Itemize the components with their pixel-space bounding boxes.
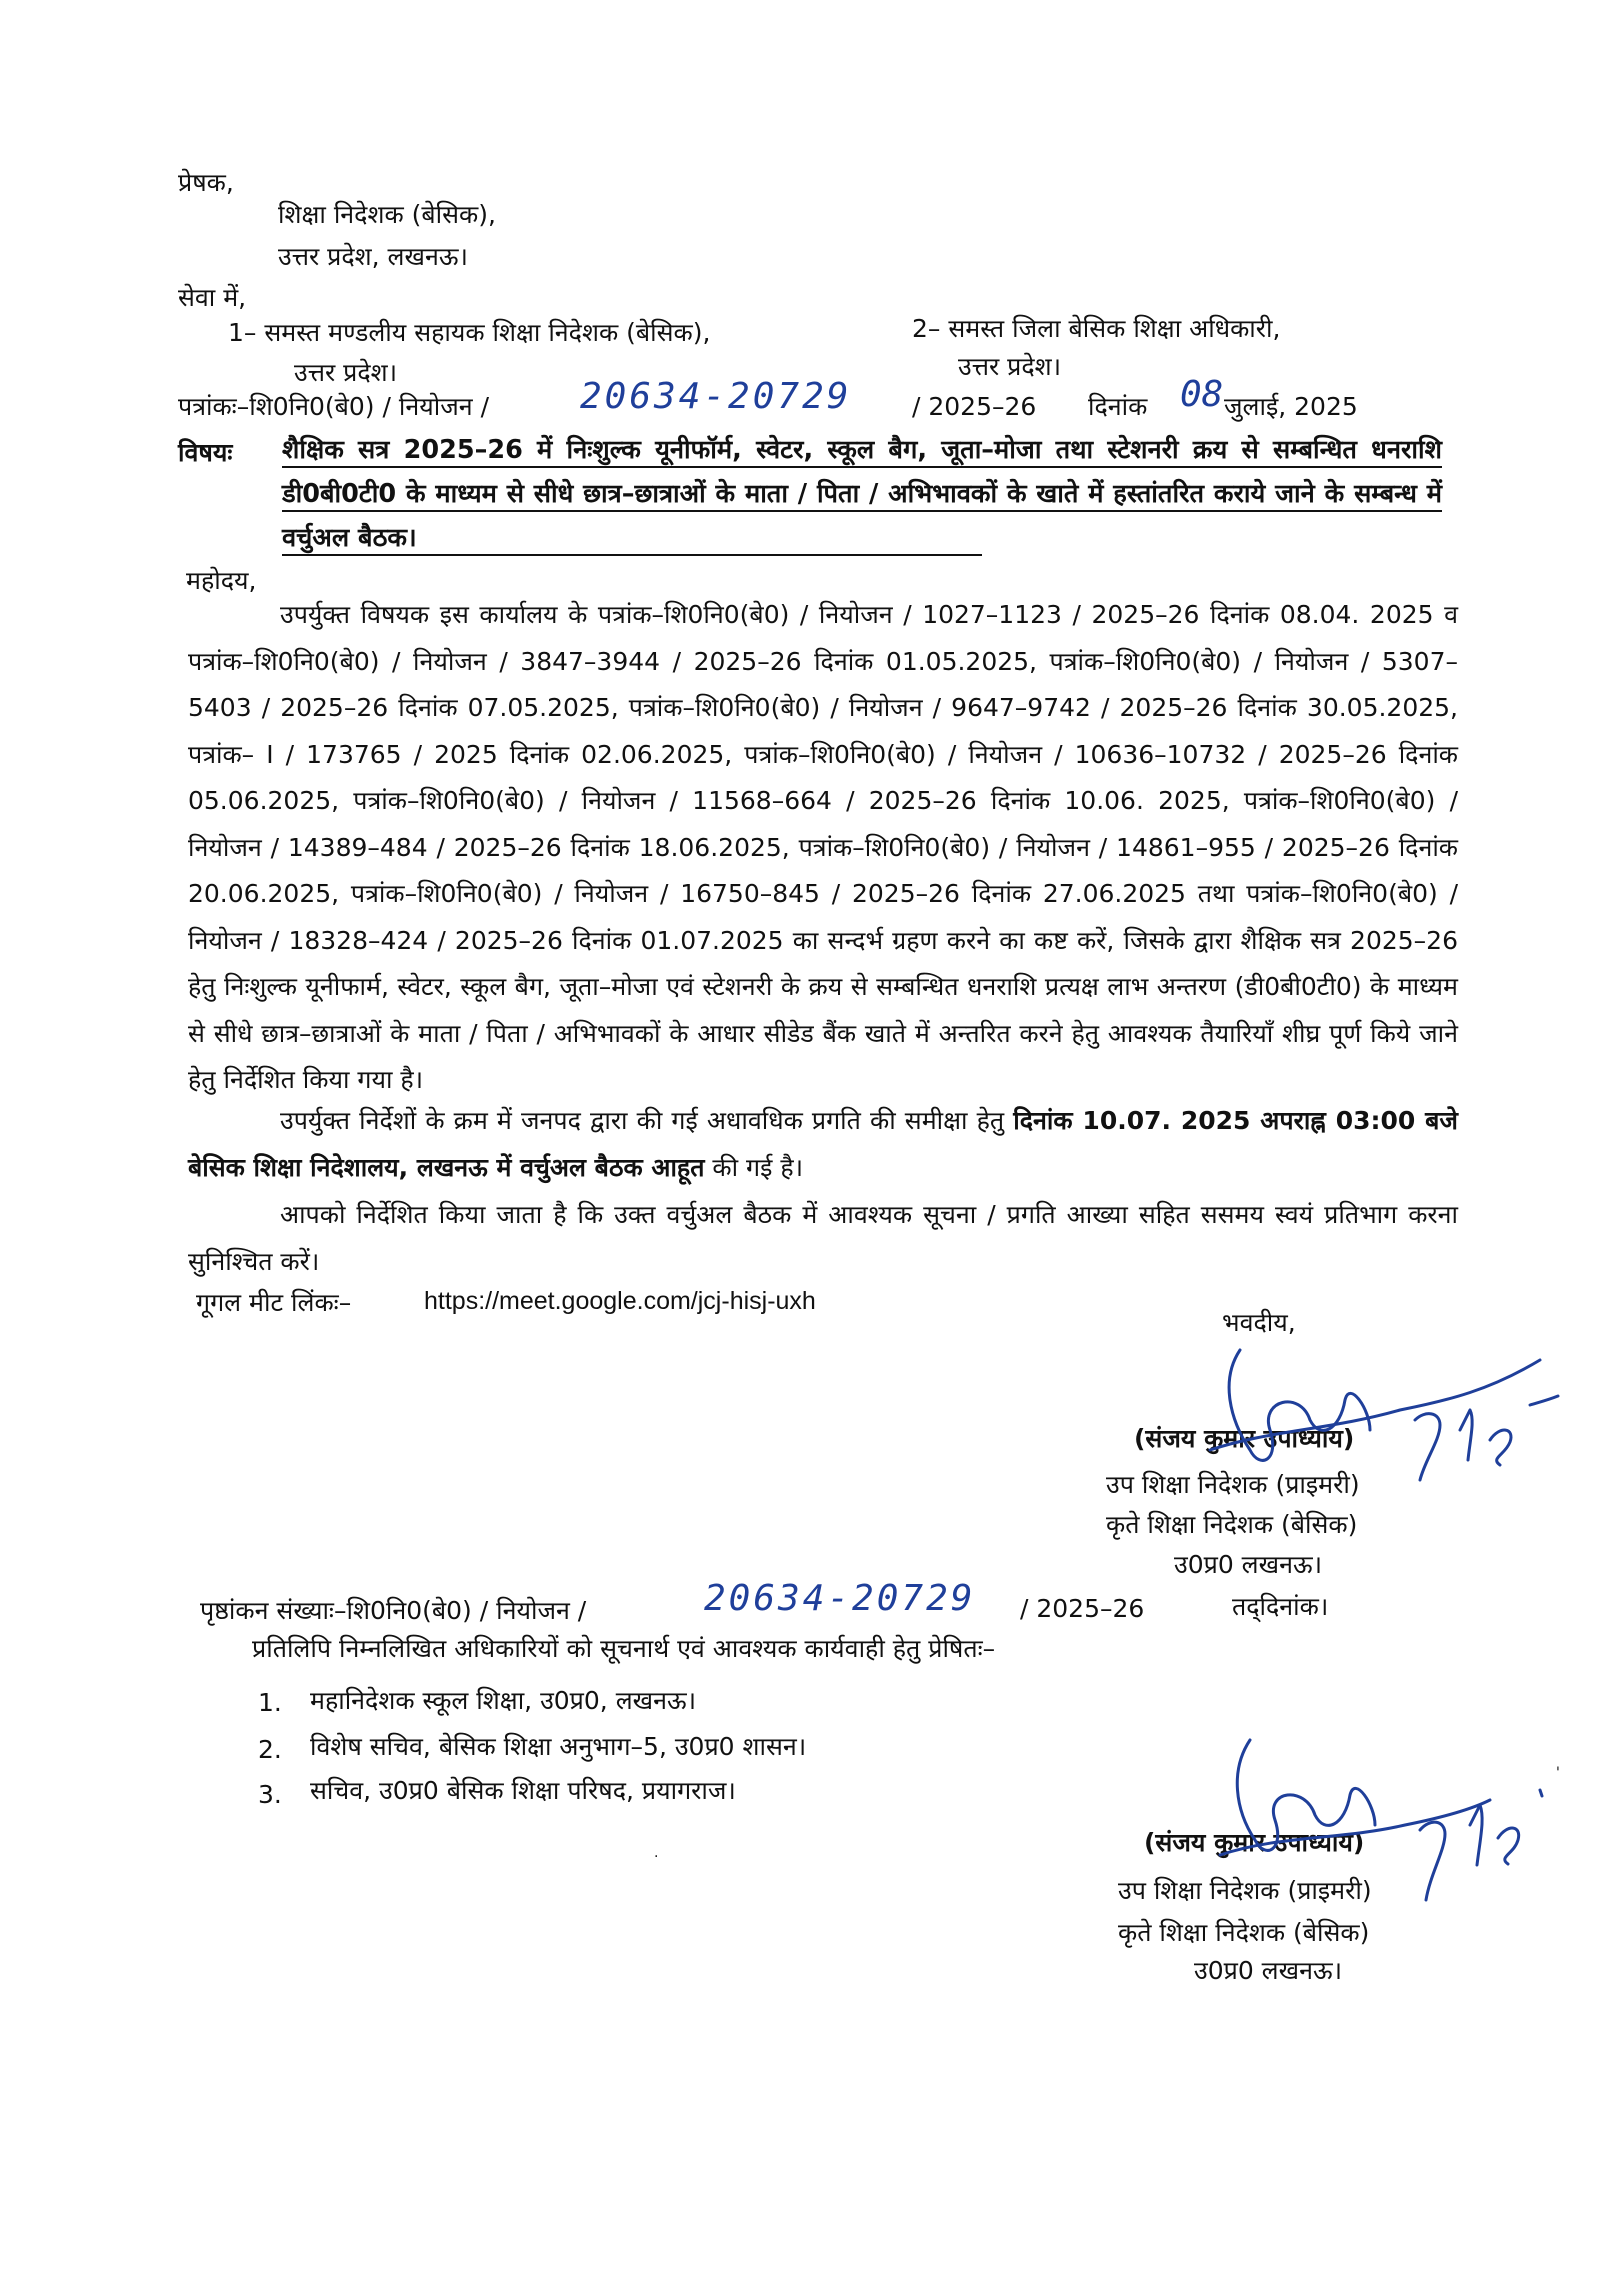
subject-underline-1 — [282, 466, 1442, 468]
signatory-name: (संजय कुमार उपाध्याय) — [1134, 1424, 1355, 1453]
to-label: सेवा में, — [178, 283, 247, 312]
signatory-2-name: (संजय कुमार उपाध्याय) — [1144, 1828, 1365, 1857]
meet-link[interactable]: https://meet.google.com/jcj-hisj-uxh — [424, 1287, 816, 1315]
signatory-2-designation: उप शिक्षा निदेशक (प्राइमरी) — [1118, 1876, 1372, 1905]
salutation: महोदय, — [186, 566, 257, 595]
signatory-2-for-line: कृते शिक्षा निदेशक (बेसिक) — [1118, 1918, 1370, 1947]
subject-underline-2 — [282, 510, 1442, 512]
closing: भवदीय, — [1222, 1308, 1296, 1337]
sender-name: शिक्षा निदेशक (बेसिक), — [278, 200, 496, 229]
reference-date-rest: जुलाई, 2025 — [1224, 392, 1358, 421]
endorsement-intro: प्रतिलिपि निम्नलिखित अधिकारियों को सूचनार्थ एवं आवश्यक कार्यवाही हेतु प्रेषितः– — [252, 1634, 996, 1663]
endorsement-item-1-text: महानिदेशक स्कूल शिक्षा, उ0प्र0, लखनऊ। — [310, 1686, 697, 1715]
subject-label: विषयः — [178, 438, 233, 467]
endorsement-item-3-num: 3. — [258, 1780, 282, 1809]
paragraph-2-start: उपर्युक्त निर्देशों के क्रम में जनपद द्वारा की गई अधावधिक प्रगति की समीक्षा हेतु — [280, 1106, 1005, 1135]
endorsement-item-3-text: सचिव, उ0प्र0 बेसिक शिक्षा परिषद, प्रयागराज। — [310, 1776, 736, 1805]
signature-1-image — [1170, 1330, 1590, 1500]
signatory-for-line: कृते शिक्षा निदेशक (बेसिक) — [1106, 1510, 1358, 1539]
subject-underline-3 — [282, 554, 982, 556]
recipient-1: 1– समस्त मण्डलीय सहायक शिक्षा निदेशक (बेसिक), — [228, 318, 711, 347]
recipient-2: 2– समस्त जिला बेसिक शिक्षा अधिकारी, — [912, 314, 1281, 343]
paragraph-3: आपको निर्देशित किया जाता है कि उक्त वर्चुअल बैठक में आवश्यक सूचना / प्रगति आख्या सहित ससमय स्वयं प्रतिभाग करना सुनिश्चित करें। — [188, 1200, 1458, 1276]
paragraph-2 — [188, 1098, 1458, 1191]
endorsement-item-1-num: 1. — [258, 1688, 282, 1717]
paragraph-1: उपर्युक्त विषयक इस कार्यालय के पत्रांक–शि0नि0(बे0) / नियोजन / 1027–1123 / 2025–26 दिनांक 08.04. 2025 व पत्रांक–शि0नि0(बे0) / नियोजन / 3847–3944 / 2025–26 दिनांक 01.05.2025, पत्रांक–शि0नि0(बे0) / नियोजन / 5307–5403 / 2025–26 दिनांक 07.05.2025, पत्रांक–शि0नि0(बे0) / नियोजन / 9647–9742 / 2025–26 दिनांक 30.05.2025, पत्रांक– I / 173765 / 2025 दिनांक 02.06.2025, पत्रांक–शि0नि0(बे0) / नियोजन / 10636–10732 / 2025–26 दिनांक 05.06.2025, पत्रांक–शि0नि0(बे0) / नियोजन / 11568–664 / 2025–26 दिनांक 10.06. 2025, पत्रांक–शि0नि0(बे0) / नियोजन / 14389–484 / 2025–26 दिनांक 18.06.2025, पत्रांक–शि0नि0(बे0) / नियोजन / 14861–955 / 2025–26 दिनांक 20.06.2025, पत्रांक–शि0नि0(बे0) / नियोजन / 16750–845 / 2025–26 दिनांक 27.06.2025 तथा पत्रांक–शि0नि0(बे0) / नियोजन / 18328–424 / 2025–26 दिनांक 01.07.2025 का सन्दर्भ ग्रहण करने का कष्ट करें, जिसके द्वारा शैक्षिक सत्र 2025–26 हेतु निःशुल्क यूनीफार्म, स्वेटर, स्कूल बैग, जूता–मोजा एवं स्टेशनरी के क्रय से सम्बन्धित धनराशि प्रत्यक्ष लाभ अन्तरण (डी0बी0टी0) के माध्यम से सीधे छात्र–छात्राओं के माता / पिता / अभिभावकों के आधार सीडेड बैंक खाते में अन्तरित करने हेतु आवश्यक तैयारियाँ शीघ्र पूर्ण किये जाने हेतु निर्देशित किया गया है। — [188, 600, 1458, 1094]
stray-mark: · — [654, 1849, 659, 1865]
sender-label: प्रेषक, — [178, 168, 234, 197]
reference-prefix: पत्रांकः–शि0नि0(बे0) / नियोजन / — [178, 392, 489, 421]
endorsement-date: तद्‌दिनांक। — [1232, 1592, 1329, 1621]
reference-date-label: दिनांक — [1088, 392, 1148, 421]
stray-mark-2: ' — [1556, 1765, 1560, 1781]
reference-number-handwritten: 20634-20729 — [580, 376, 852, 417]
endorsement-session: / 2025–26 — [1020, 1594, 1145, 1623]
signature-2-image — [1180, 1730, 1590, 1910]
meet-label: गूगल मीट लिंकः– — [196, 1288, 352, 1317]
endorsement-item-2-num: 2. — [258, 1735, 282, 1764]
signatory-2-place: उ0प्र0 लखनऊ। — [1194, 1956, 1343, 1985]
endorsement-prefix: पृष्ठांकन संख्याः–शि0नि0(बे0) / नियोजन / — [200, 1596, 587, 1625]
reference-date-day-handwritten: 08 — [1180, 374, 1224, 415]
sender-place: उत्तर प्रदेश, लखनऊ। — [278, 242, 468, 271]
endorsement-item-2-text: विशेष सचिव, बेसिक शिक्षा अनुभाग–5, उ0प्र0 शासन। — [310, 1732, 807, 1761]
recipient-1-place: उत्तर प्रदेश। — [294, 358, 398, 387]
signatory-place: उ0प्र0 लखनऊ। — [1174, 1550, 1323, 1579]
endorsement-number-handwritten: 20634-20729 — [704, 1578, 976, 1619]
paragraph-2-meeting: दिनांक 10.07. 2025 अपराह्न 03:00 बजे बेसिक शिक्षा निदेशालय, लखनऊ में वर्चुअल बैठक आहूत — [188, 1106, 1458, 1182]
subject-text: शैक्षिक सत्र 2025–26 में निःशुल्क यूनीफॉर्म, स्वेटर, स्कूल बैग, जूता–मोजा तथा स्टेशनरी क्रय से सम्बन्धित धनराशि डी0बी0टी0 के माध्यम से सीधे छात्र–छात्राओं के माता / पिता / अभिभावकों के खाते में हस्तांतरित कराये जाने के सम्बन्ध में वर्चुअल बैठक। — [282, 435, 1442, 553]
signatory-designation: उप शिक्षा निदेशक (प्राइमरी) — [1106, 1470, 1360, 1499]
paragraph-2-end: की गई है। — [712, 1152, 804, 1182]
reference-session: / 2025–26 — [912, 392, 1037, 421]
recipient-2-place: उत्तर प्रदेश। — [958, 352, 1062, 381]
